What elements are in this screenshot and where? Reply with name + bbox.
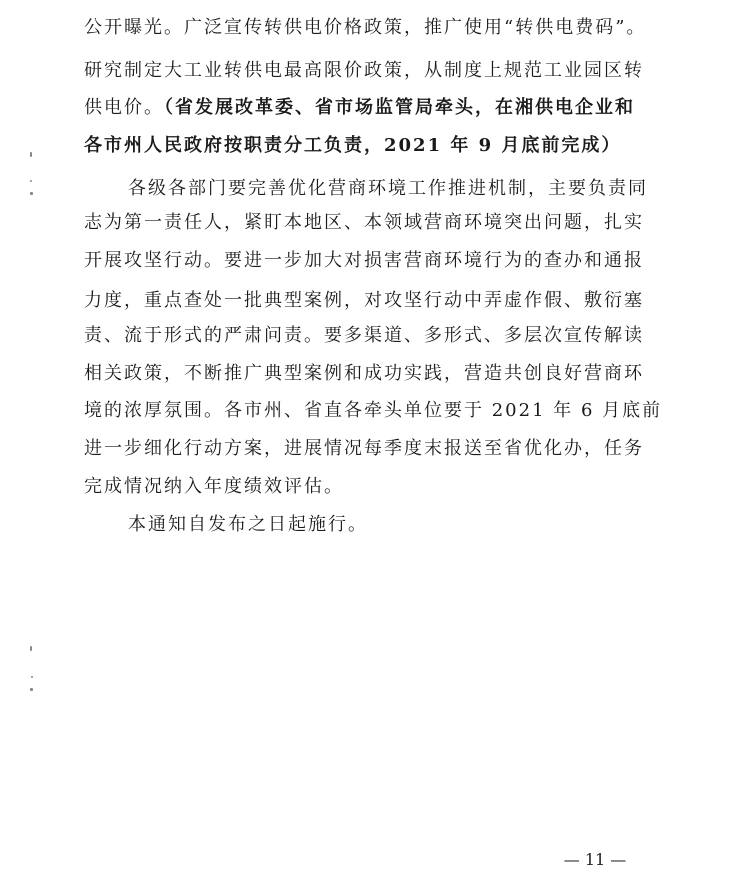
paragraph-line xyxy=(84,135,664,157)
paragraph-line: 责、流于形式的严肃问责。要多渠道、多形式、多层次宣传解读 xyxy=(84,325,644,346)
scan-mark xyxy=(30,192,33,195)
responsibility-note: 各市州人民政府按职责分工负责，2021 年 9 月底前完成） xyxy=(84,135,622,156)
responsibility-note: （省发展改革委、省市场监管局牵头，在湘供电企业和 xyxy=(164,97,635,118)
page-number: — 11 — xyxy=(563,850,627,869)
scan-mark xyxy=(30,688,33,691)
scan-mark xyxy=(31,676,33,678)
paragraph-line: 力度，重点查处一批典型案例，对攻坚行动中弄虚作假、敷衍塞 xyxy=(84,290,644,311)
scan-mark xyxy=(30,152,32,157)
scan-mark xyxy=(30,646,32,651)
paragraph-line: 供电价。（省发展改革委、省市场监管局牵头，在湘供电企业和 xyxy=(84,97,635,118)
scan-mark xyxy=(30,180,32,182)
paragraph-line: 志为第一责任人，紧盯本地区、本领域营商环境突出问题，扎实 xyxy=(84,212,644,233)
paragraph-line: 完成情况纳入年度绩效评估。 xyxy=(84,476,344,497)
paragraph-line: 相关政策，不断推广典型案例和成功实践，营造共创良好营商环 xyxy=(84,363,644,384)
paragraph-line: 开展攻坚行动。要进一步加大对损害营商环境行为的查办和通报 xyxy=(84,250,644,271)
paragraph-line: 公开曝光。广泛宣传转供电价格政策，推广使用“转供电费码”。 xyxy=(84,17,647,38)
paragraph-first-line: 各级各部门要完善优化营商环境工作推进机制，主要负责同 xyxy=(128,178,648,199)
paragraph-line: 境的浓厚氛围。各市州、省直各牵头单位要于 2021 年 6 月底前 xyxy=(84,400,663,421)
paragraph-line: 进一步细化行动方案，进展情况每季度末报送至省优化办，任务 xyxy=(84,438,644,459)
closing-line: 本通知自发布之日起施行。 xyxy=(128,514,368,535)
paragraph-line: 研究制定大工业转供电最高限价政策，从制度上规范工业园区转 xyxy=(84,60,644,81)
